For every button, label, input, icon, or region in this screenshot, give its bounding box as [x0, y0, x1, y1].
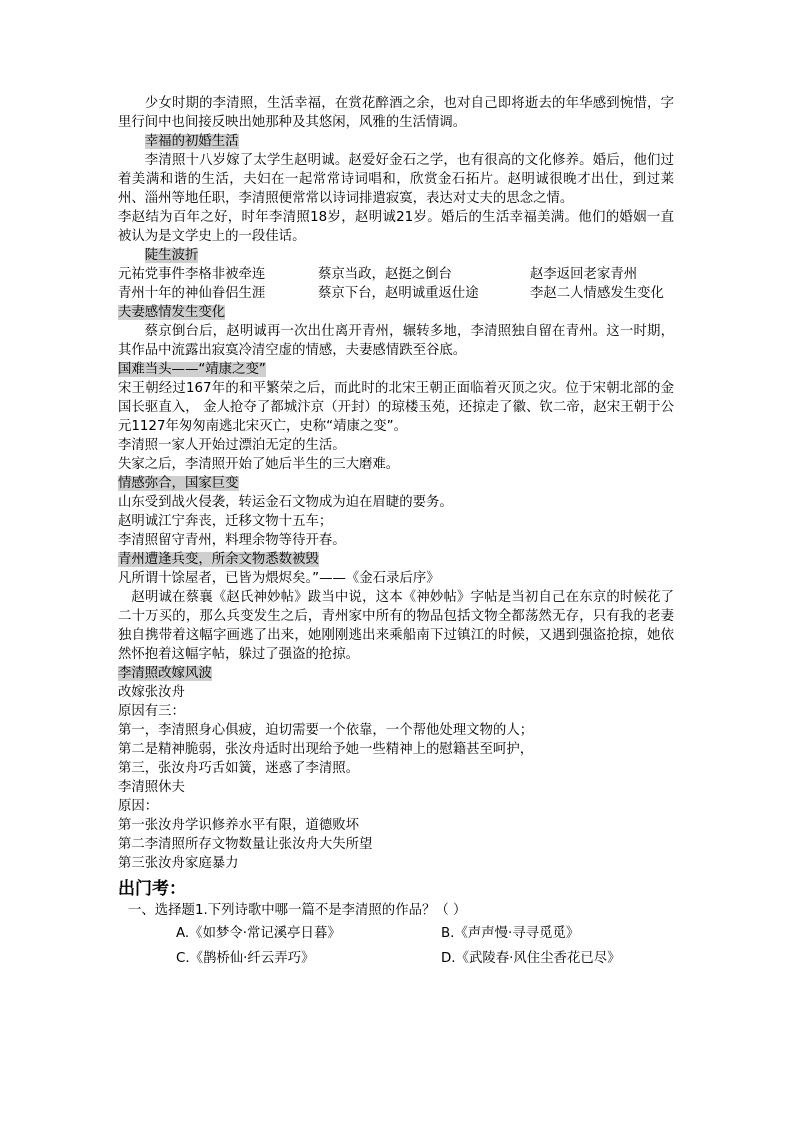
quiz-options-row-2 — [118, 949, 674, 968]
heading-waves — [118, 246, 674, 265]
paragraph-reasons: 原因： — [118, 799, 159, 814]
paragraph-change: 蔡京倒台后，赵明诚再一次出仕离开青州，辗转多地，李清照独自留在青州。这一时期，其作品中流露出寂寞冷清空虚的情感，夫妻感情跌至谷底。 — [118, 324, 674, 358]
heading-marriage-text: 幸福的初婚生活 — [144, 134, 239, 149]
heading-jingkang — [118, 360, 674, 379]
paragraph-jingkang: 宋王朝经过167年的和平繁荣之后，而此时的北宋王朝正面临着灭顶之灾。位于宋朝北部的金国长驱直入， 金人抢夺了都城汴京（开封）的琼楼玉苑，还掠走了徽、钦二帝，赵宋王朝于公元1127年匆匆南逃北宋灭亡，史称“靖康之变”。 — [118, 381, 674, 434]
heading-jingkang-text: 国难当头——“靖康之变” — [118, 362, 266, 377]
exit-quiz-title: 出门考： — [118, 879, 186, 899]
paragraph-quote: 凡所谓十馀屋者，已皆为煨烬矣。”——《金石录后序》 — [118, 571, 440, 586]
paragraph-divorce-reason-2: 第二李清照所存文物数量让张汝舟大失所望 — [118, 837, 373, 852]
option-c: C.《鹊桥仙·纤云弄巧》 — [176, 951, 315, 966]
event-3: 赵李返回老家青州 — [530, 267, 638, 282]
paragraph-qingzhou: 李清照留守青州，料理余物等待开春。 — [118, 533, 346, 548]
heading-waves-text: 陡生波折 — [144, 248, 199, 263]
heading-change-text: 夫妻感情发生变化 — [118, 305, 226, 320]
option-d: D.《武陵春·风住尘香花已尽》 — [441, 951, 621, 966]
heading-mutiny-text: 青州遭逢兵变，所余文物悉数被毁 — [118, 552, 319, 567]
event-1: 元祐党事件李格非被牵连 — [118, 267, 266, 282]
quiz-question: 一、选择题1.下列诗歌中哪一篇不是李清照的作品？（ ） — [128, 903, 467, 918]
events-row-2 — [118, 284, 674, 303]
heading-change — [118, 303, 674, 322]
heading-disaster — [118, 474, 674, 493]
paragraph-reasons-three: 原因有三： — [118, 704, 185, 719]
heading-mutiny — [118, 550, 674, 569]
quiz-options-row-1 — [118, 924, 674, 943]
paragraph-divorce-reason-1: 第一张汝舟学识修养水平有限，道德败坏 — [118, 818, 360, 833]
event-4: 青州十年的神仙眷侣生涯 — [118, 286, 266, 301]
document-body — [118, 94, 674, 968]
option-a: A.《如梦令·常记溪亭日暮》 — [176, 926, 341, 941]
heading-marriage — [118, 132, 674, 151]
heading-remarry — [118, 664, 674, 683]
paragraph-reason-1: 第一，李清照身心俱疲，迫切需要一个依靠，一个帮他处理文物的人； — [118, 723, 534, 738]
paragraph-remarry: 改嫁张汝舟 — [118, 685, 185, 700]
paragraph-divorce-reason-3: 第三张汝舟家庭暴力 — [118, 856, 239, 871]
option-b: B.《声声慢·寻寻觅觅》 — [441, 926, 580, 941]
paragraph-wandering: 李清照一家人开始过漂泊无定的生活。 — [118, 438, 346, 453]
paragraph-shenmiao: 赵明诚在蔡襄《赵氏神妙帖》跋当中说，这本《神妙帖》字帖是当初自己在东京的时候花了二十万买的，那么兵变发生之后，青州家中所有的物品包括文物全都荡然无存，只有我的老妻独自携带着这幅字画逃了出来，她刚刚逃出来乘船南下过镇江的时候，又遇到强盗抢掠，她依然怀抱着这幅字帖，躲过了强盗的抢掠。 — [118, 590, 674, 662]
event-2: 蔡京当政，赵挺之倒台 — [318, 267, 452, 282]
paragraph-union: 李赵结为百年之好，时年李清照18岁，赵明诚21岁。婚后的生活幸福美满。他们的婚姻一直被认为是文学史上的一段佳话。 — [118, 210, 674, 244]
event-6: 李赵二人情感发生变化 — [530, 286, 664, 301]
paragraph-shandong: 山东受到战火侵袭，转运金石文物成为迫在眉睫的要务。 — [118, 495, 453, 510]
events-row-1 — [118, 265, 674, 284]
paragraph-marriage: 李清照十八岁嫁了太学生赵明诚。赵爱好金石之学，也有很高的文化修养。婚后，他们过着美满和谐的生活，夫妇在一起常常诗词唱和，欣赏金石拓片。赵明诚很晚才出仕，到过莱州、淄州等地任职，李清照便常常以诗词排遣寂寞，表达对丈夫的思念之情。 — [118, 153, 674, 206]
paragraph-divorce: 李清照休夫 — [118, 780, 185, 795]
paragraph-jiangning: 赵明诚江宁奔丧，迁移文物十五车； — [118, 514, 333, 529]
heading-disaster-text: 情感弥合，国家巨变 — [118, 476, 239, 491]
paragraph-reason-3: 第三，张汝舟巧舌如簧，迷惑了李清照。 — [118, 761, 360, 776]
paragraph-reason-2: 第二是精神脆弱，张汝舟适时出现给予她一些精神上的慰籍甚至呵护， — [118, 742, 534, 757]
paragraph-youth: 少女时期的李清照，生活幸福，在赏花醉酒之余，也对自己即将逝去的年华感到惋惜，字里行间中也间接反映出她那种及其悠闲，风雅的生活情调。 — [118, 96, 674, 130]
heading-remarry-text: 李清照改嫁风波 — [118, 666, 212, 681]
paragraph-three-hardships: 失家之后，李清照开始了她后半生的三大磨难。 — [118, 457, 400, 472]
event-5: 蔡京下台，赵明诚重返仕途 — [318, 286, 479, 301]
